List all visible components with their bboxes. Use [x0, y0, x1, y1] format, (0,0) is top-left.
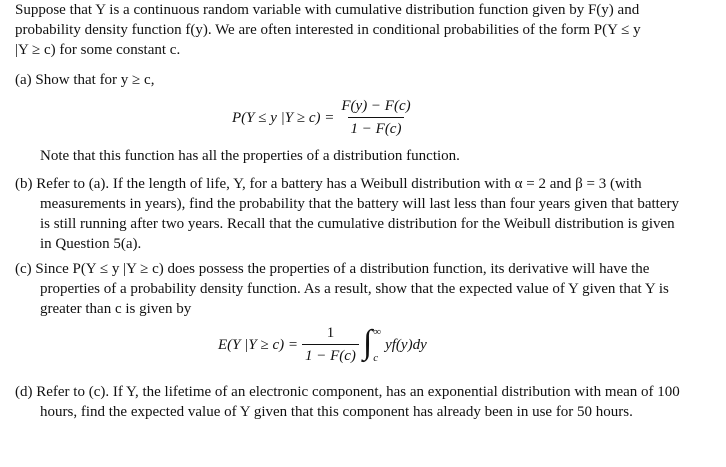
part-a-note: Note that this function has all the properties of a distribution function. — [40, 148, 460, 164]
part-a-equation — [232, 96, 414, 139]
part-c-paragraph: (c) Since P(Y ≤ y |Y ≥ c) does possess the properties of a distribution function, its derivative will have the properties of a probability density function. As a result, show that the expected value of Y given that Y is greater than c is given by — [15, 261, 669, 317]
part-a-prompt: (a) Show that for y ≥ c, — [15, 72, 155, 88]
part-c-eq-lhs: E(Y |Y ≥ c) = — [218, 336, 298, 353]
part-d-paragraph: (d) Refer to (c). If Y, the lifetime of an electronic component, has an exponential distribution with mean of 100 hours, find the expected value of Y given that this component has already been in use for 50 hours. — [15, 384, 680, 420]
part-c-integral — [362, 323, 427, 364]
part-c-integrand: yf(y)dy — [385, 336, 427, 353]
part-c-eq-numerator: 1 — [326, 325, 335, 341]
intro-paragraph: Suppose that Y is a continuous random variable with cumulative distribution function given by F(y) and probability density function f(y). We are often interested in conditional probabilities of the form P(Y ≤ y |Y ≥ c) for some constant c. — [15, 2, 641, 58]
part-c-eq-denominator: 1 − F(c) — [302, 344, 359, 366]
part-c-fraction — [302, 323, 359, 366]
part-a-fraction — [338, 96, 413, 139]
integral-upper-limit: ∞ — [373, 325, 382, 338]
integral-lower-limit: c — [373, 351, 379, 364]
part-a-eq-denominator: 1 − F(c) — [348, 117, 405, 139]
part-a-eq-numerator: F(y) − F(c) — [341, 98, 411, 114]
part-b-paragraph: (b) Refer to (a). If the length of life, Y, for a battery has a Weibull distribution with α = 2 and β = 3 (with measurements in years), find the probability that the battery will last less than four years given that battery is still running after two years. Recall that the cumulative distribution for the Weibull distribution is given in Question 5(a). — [15, 176, 679, 252]
part-a-eq-lhs: P(Y ≤ y |Y ≥ c) = — [232, 109, 335, 126]
integral-limits — [373, 326, 381, 364]
part-c-equation — [218, 323, 427, 366]
integral-sign-icon: ∫ — [362, 323, 373, 361]
